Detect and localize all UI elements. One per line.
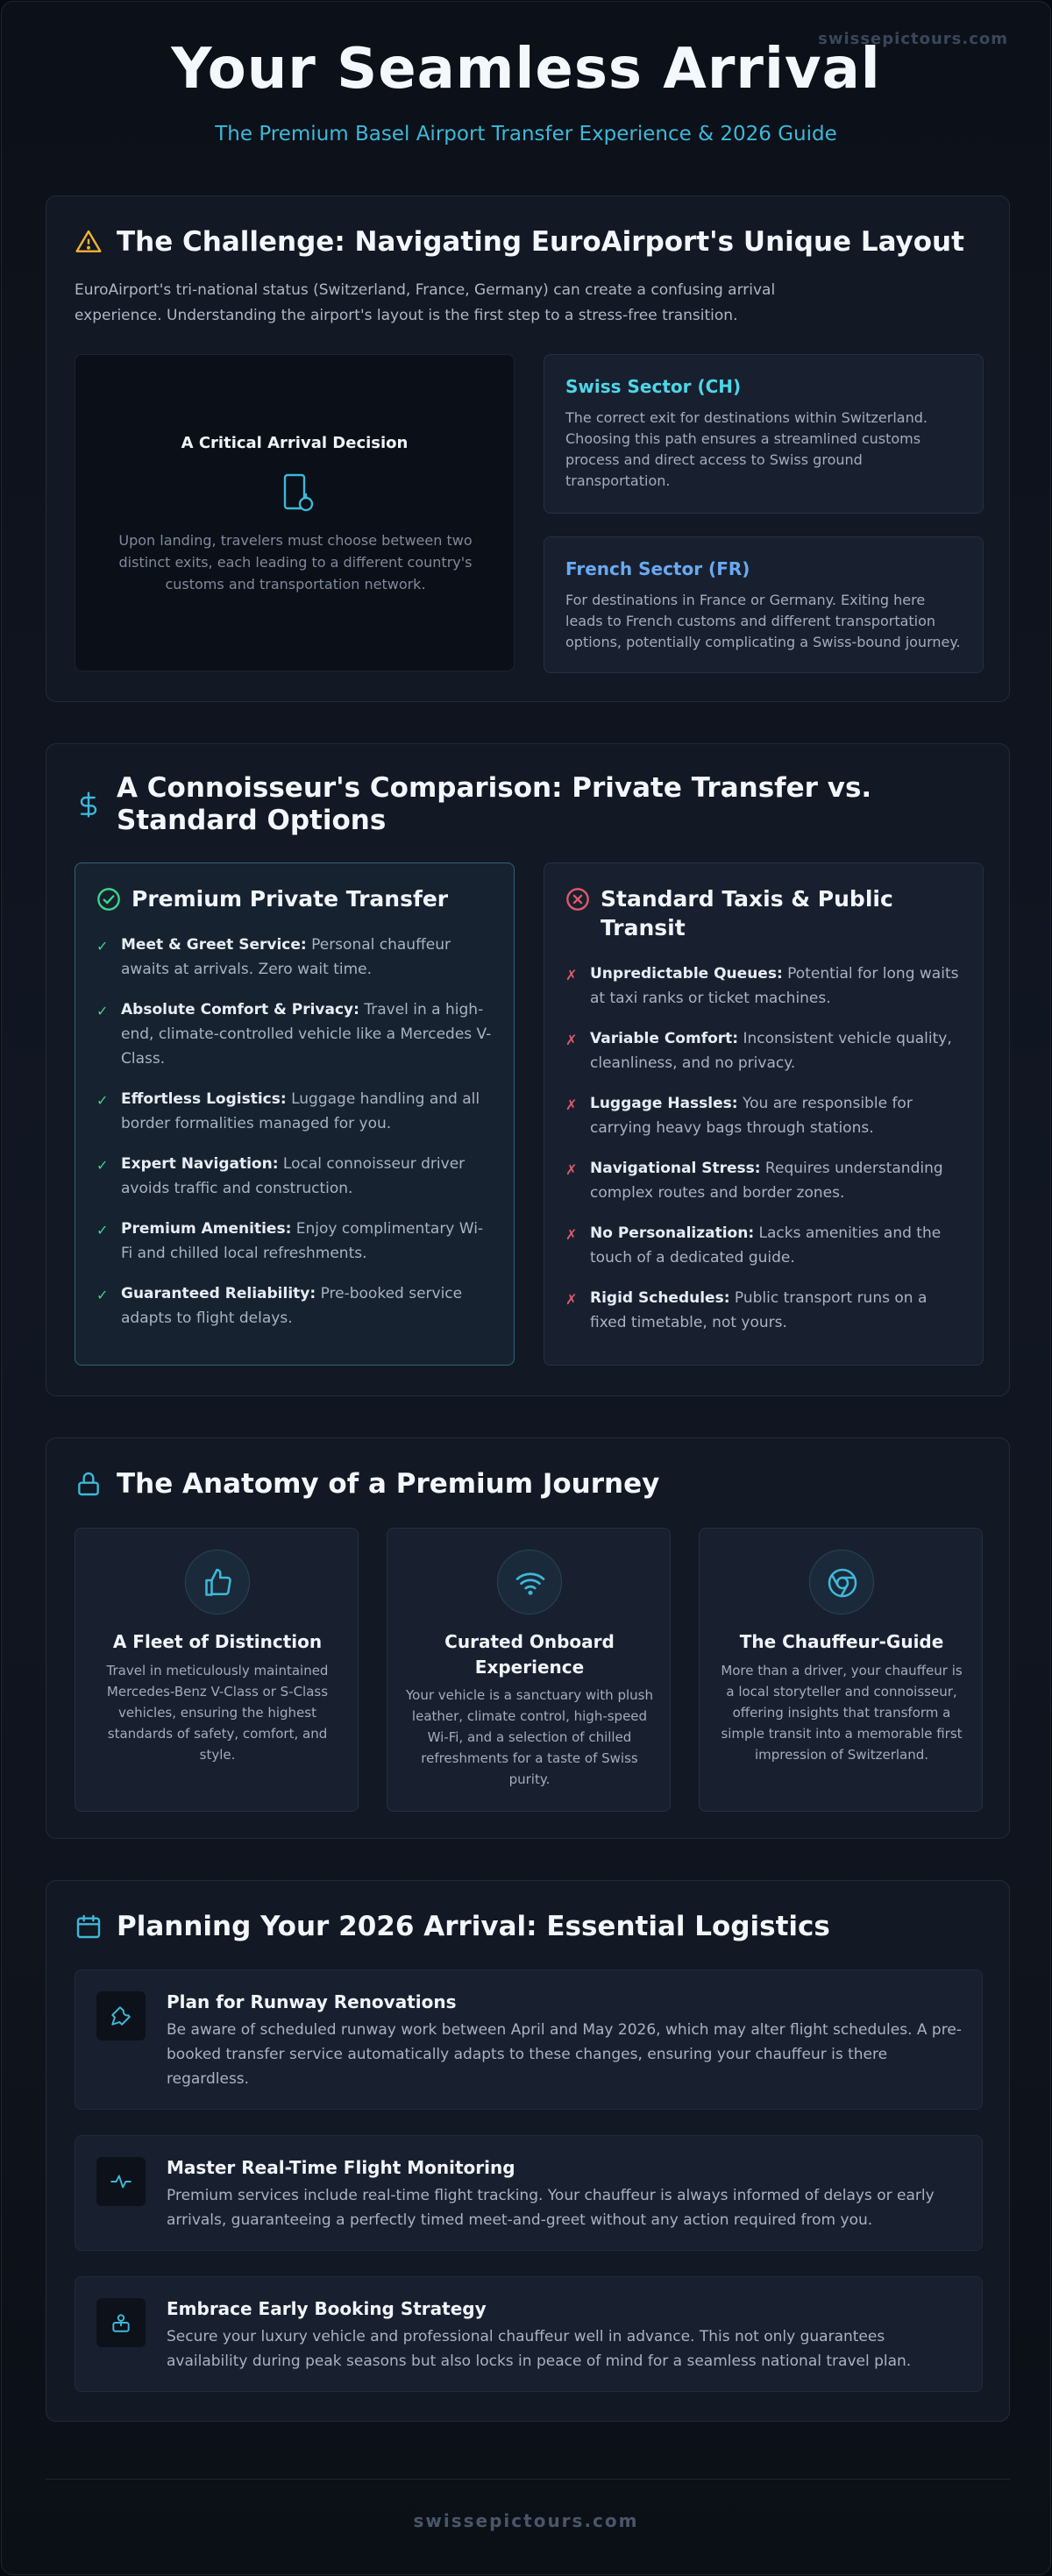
- check-icon: ✓: [96, 938, 109, 954]
- check-icon: ✓: [96, 1287, 109, 1303]
- list-item-label: Meet & Greet Service:: [121, 936, 307, 954]
- logistics-icon-wrap: [96, 2157, 146, 2206]
- list-item-description: Personal chauffeur awaits at arrivals. Zero wait time.: [121, 936, 451, 978]
- list-item-description: Requires understanding complex routes and border zones.: [590, 1160, 943, 1202]
- premium-transfer-card: [75, 862, 515, 1366]
- feature-text: Your vehicle is a sanctuary with plush leather, climate control, high-speed Wi-Fi, and a selection of chilled refreshments for a taste of Swiss purity.: [406, 1687, 653, 1787]
- anatomy-header: [75, 1466, 659, 1501]
- list-item: [565, 1156, 962, 1205]
- planning-header: [75, 1909, 830, 1944]
- pulse-icon: [110, 2170, 132, 2193]
- list-item-text: [121, 1152, 493, 1201]
- list-item-text: [121, 933, 493, 982]
- cross-icon: ✗: [565, 1032, 578, 1048]
- challenge-intro: EuroAirport's tri-national status (Switzerland, France, Germany) can create a confusing arrival experience. Understanding the airport's layout is the first step to a stress-free transition.: [75, 281, 776, 324]
- premium-benefits-list: [96, 933, 493, 1331]
- list-item: [565, 1221, 962, 1270]
- list-item: [565, 962, 962, 1011]
- logistics-title: Embrace Early Booking Strategy: [167, 2298, 487, 2319]
- wrench-icon: [110, 2005, 132, 2027]
- list-item-text: [590, 1286, 962, 1335]
- list-item-description: Enjoy complimentary Wi-Fi and chilled local refreshments.: [121, 1220, 484, 1262]
- comparison-header: [75, 772, 906, 837]
- feature-text: More than a driver, your chauffeur is a local storyteller and connoisseur, offering insights that transform a simple transit into a memorable first impression of Switzerland.: [721, 1663, 963, 1763]
- arrival-decision-panel: [75, 354, 515, 671]
- list-item-label: Effortless Logistics:: [121, 1090, 287, 1108]
- list-item-label: Absolute Comfort & Privacy:: [121, 1001, 359, 1018]
- list-item-text: [590, 962, 962, 1011]
- page-title: Your Seamless Arrival: [171, 37, 881, 102]
- list-item-label: No Personalization:: [590, 1224, 755, 1242]
- list-item: [96, 1087, 493, 1136]
- feature-title: A Fleet of Distinction: [112, 1631, 323, 1652]
- cross-icon: ✗: [565, 1291, 578, 1308]
- list-item-description: Pre-booked service adapts to flight delays.: [121, 1285, 463, 1327]
- chrome-circle-icon: [827, 1567, 858, 1599]
- standard-title: Standard Taxis & Public Transit: [601, 886, 893, 940]
- hero: [2, 37, 1050, 145]
- decision-title: A Critical Arrival Decision: [181, 434, 409, 452]
- list-item-description: You are responsible for carrying heavy bags through stations.: [590, 1095, 913, 1137]
- swiss-sector-title: Swiss Sector (CH): [565, 376, 742, 397]
- swiss-sector-text: The correct exit for destinations within Switzerland. Choosing this path ensures a streamlined customs process and direct access to Swiss ground transportation.: [565, 409, 928, 489]
- list-item-text: [121, 1087, 493, 1136]
- x-circle-icon: [565, 887, 590, 912]
- check-icon: ✓: [96, 1003, 109, 1019]
- list-item-label: Unpredictable Queues:: [590, 965, 783, 983]
- french-sector-title: French Sector (FR): [565, 558, 750, 579]
- footer-divider: [46, 2479, 1010, 2480]
- logistics-text: Secure your luxury vehicle and professional chauffeur well in advance. This not only guarantees availability during peak seasons but also locks in peace of mind for a seamless national travel plan.: [167, 2328, 912, 2370]
- list-item-text: [590, 1026, 962, 1075]
- page-frame: [1, 1, 1051, 2575]
- logistics-item-runway: [75, 1969, 983, 2110]
- feature-icon-wrap: [809, 1550, 874, 1614]
- page-subtitle: The Premium Basel Airport Transfer Experience & 2026 Guide: [215, 123, 837, 145]
- footer-brand: swissepictours.com: [413, 2510, 639, 2531]
- decision-text: Upon landing, travelers must choose between two distinct exits, each leading to a different country's customs and transportation network.: [118, 532, 473, 593]
- list-item: [96, 997, 493, 1071]
- comparison-title: A Connoisseur's Comparison: Private Transfer vs. Standard Options: [117, 772, 872, 836]
- french-sector-card: [544, 536, 984, 673]
- check-circle-icon: [96, 887, 121, 912]
- check-icon: ✓: [96, 1092, 109, 1109]
- list-item: [565, 1026, 962, 1075]
- cross-icon: ✗: [565, 1161, 578, 1178]
- list-item-label: Luggage Hassles:: [590, 1095, 738, 1112]
- logistics-text: Be aware of scheduled runway work between April and May 2026, which may alter flight schedules. A pre-booked transfer service automatically adapts to these changes, ensuring your chauffeur is there regardless.: [167, 2021, 962, 2088]
- list-item-text: [590, 1091, 962, 1140]
- logistics-title: Plan for Runway Renovations: [167, 1991, 457, 2012]
- wifi-icon: [515, 1567, 546, 1599]
- logistics-icon-wrap: [96, 1991, 146, 2040]
- list-item: [96, 1281, 493, 1331]
- feature-icon-wrap: [497, 1550, 562, 1614]
- list-item-description: Travel in a high-end, climate-controlled vehicle like a Mercedes V-Class.: [121, 1001, 492, 1068]
- feature-card-fleet: [75, 1528, 359, 1812]
- planning-title: Planning Your 2026 Arrival: Essential Logistics: [117, 1911, 830, 1942]
- cross-icon: ✗: [565, 967, 578, 983]
- premium-header: [96, 884, 493, 913]
- french-sector-text: For destinations in France or Germany. Exiting here leads to French customs and different transportation options, potentially complicating a Swiss-bound journey.: [565, 592, 961, 650]
- standard-header: [565, 884, 962, 942]
- feature-card-chauffeur: [699, 1528, 983, 1812]
- list-item: [96, 933, 493, 982]
- swiss-sector-card: [544, 354, 984, 514]
- feature-icon-wrap: [185, 1550, 250, 1614]
- list-item-text: [590, 1156, 962, 1205]
- planning-section: [46, 1880, 1010, 2422]
- list-item: [96, 1217, 493, 1266]
- list-item-text: [121, 997, 493, 1071]
- warning-triangle-icon: [75, 228, 103, 256]
- booking-icon: [110, 2311, 132, 2334]
- dollar-icon: [75, 791, 103, 819]
- logistics-icon-wrap: [96, 2298, 146, 2347]
- list-item-description: Inconsistent vehicle quality, cleanliness, and no privacy.: [590, 1030, 952, 1072]
- standard-drawbacks-list: [565, 962, 962, 1335]
- feature-card-onboard: [387, 1528, 671, 1812]
- cross-icon: ✗: [565, 1096, 578, 1113]
- logistics-title: Master Real-Time Flight Monitoring: [167, 2157, 515, 2178]
- list-item: [565, 1091, 962, 1140]
- anatomy-section: [46, 1437, 1010, 1839]
- phone-location-icon: [280, 472, 315, 514]
- list-item-label: Guaranteed Reliability:: [121, 1285, 316, 1302]
- feature-title: The Chauffeur-Guide: [739, 1631, 944, 1652]
- list-item-description: Lacks amenities and the touch of a dedicated guide.: [590, 1224, 942, 1267]
- list-item-description: Public transport runs on a fixed timetable, not yours.: [590, 1289, 928, 1331]
- list-item-text: [590, 1221, 962, 1270]
- challenge-title: The Challenge: Navigating EuroAirport's Unique Layout: [117, 226, 964, 258]
- list-item-text: [121, 1281, 493, 1331]
- list-item-label: Variable Comfort:: [590, 1030, 739, 1047]
- lock-icon: [75, 1470, 103, 1498]
- logistics-item-booking: [75, 2276, 983, 2392]
- list-item-label: Expert Navigation:: [121, 1155, 279, 1173]
- check-icon: ✓: [96, 1157, 109, 1174]
- logistics-item-monitoring: [75, 2135, 983, 2251]
- calendar-icon: [75, 1912, 103, 1941]
- list-item: [96, 1152, 493, 1201]
- anatomy-title: The Anatomy of a Premium Journey: [117, 1468, 660, 1500]
- brand-watermark: swissepictours.com: [818, 30, 1008, 48]
- list-item-description: Local connoisseur driver avoids traffic and construction.: [121, 1155, 466, 1197]
- cross-icon: ✗: [565, 1226, 578, 1243]
- list-item-description: Potential for long waits at taxi ranks or ticket machines.: [590, 965, 959, 1007]
- feature-text: Travel in meticulously maintained Mercedes-Benz V-Class or S-Class vehicles, ensuring the highest standards of safety, comfort, and style.: [106, 1663, 329, 1763]
- list-item-label: Premium Amenities:: [121, 1220, 292, 1238]
- thumbs-up-icon: [203, 1567, 234, 1599]
- logistics-text: Premium services include real-time flight tracking. Your chauffeur is always informed of delays or early arrivals, guaranteeing a perfectly timed meet-and-greet without any action required from you.: [167, 2187, 935, 2229]
- list-item-label: Navigational Stress:: [590, 1160, 761, 1177]
- check-icon: ✓: [96, 1222, 109, 1238]
- comparison-section: [46, 743, 1010, 1396]
- list-item-label: Rigid Schedules:: [590, 1289, 730, 1307]
- list-item-text: [121, 1217, 493, 1266]
- premium-title: Premium Private Transfer: [132, 886, 449, 912]
- challenge-header: [75, 224, 964, 259]
- list-item-description: Luggage handling and all border formalities managed for you.: [121, 1090, 480, 1132]
- list-item: [565, 1286, 962, 1335]
- feature-title: Curated Onboard Experience: [444, 1631, 615, 1678]
- standard-options-card: [544, 862, 984, 1366]
- challenge-section: [46, 195, 1010, 702]
